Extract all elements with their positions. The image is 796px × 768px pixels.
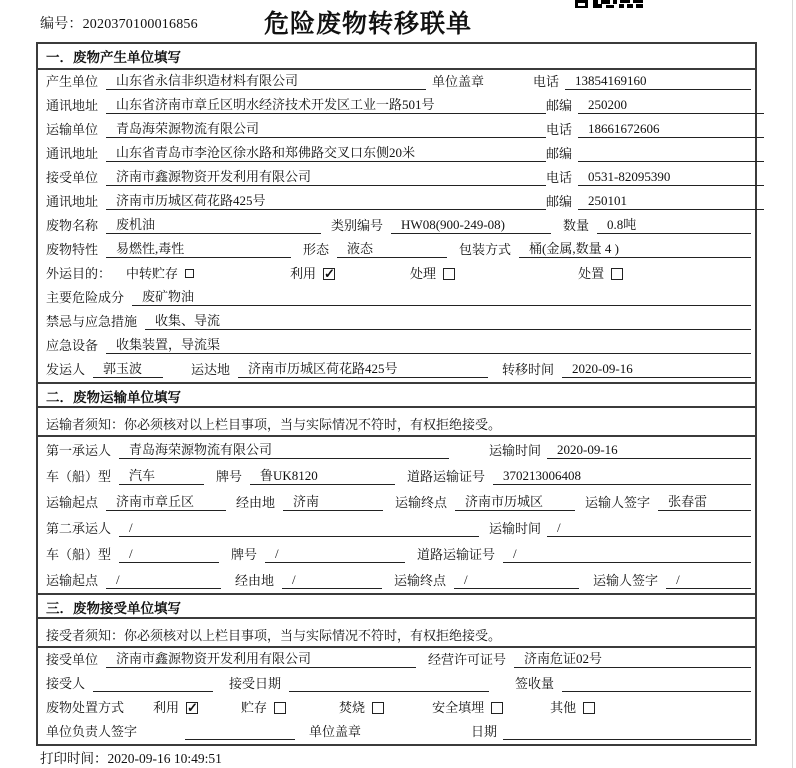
receiver-zip-value: 250101 bbox=[578, 193, 764, 210]
route-start-value: 济南市章丘区 bbox=[106, 494, 226, 511]
option-utilize bbox=[153, 700, 198, 716]
unit-seal-label: 单位盖章 bbox=[309, 724, 362, 739]
carrier-sign-value: 张春雷 bbox=[658, 494, 751, 511]
road-permit-2-value: / bbox=[503, 546, 751, 563]
receive-unit-value: 济南市鑫源物资开发利用有限公司 bbox=[106, 651, 416, 668]
vehicle-type-label: 车（船）型 bbox=[46, 469, 112, 484]
option-landfill bbox=[432, 700, 503, 716]
transporter-notice: 运输者须知：你必须核对以上栏目事项，当与实际情况不符时，有权拒绝接受。 bbox=[38, 408, 755, 437]
route-end-label: 运输终点 bbox=[395, 495, 448, 510]
row-emergency-equipment bbox=[38, 334, 755, 358]
address-label: 通讯地址 bbox=[46, 194, 99, 209]
responsible-signature-label: 单位负责人签字 bbox=[46, 724, 138, 739]
receiver-value: 济南市鑫源物资开发利用有限公司 bbox=[106, 169, 546, 186]
responsible-signature-value bbox=[185, 723, 295, 740]
section-producer bbox=[38, 44, 755, 382]
producer-value: 山东省永信非织造材料有限公司 bbox=[106, 73, 426, 90]
disposal-incinerate-label: 焚烧 bbox=[339, 700, 366, 715]
accept-date-value bbox=[289, 675, 489, 692]
row-sender bbox=[38, 358, 755, 382]
disposal-method-label: 废物处置方式 bbox=[46, 700, 125, 715]
option-treat bbox=[410, 266, 455, 282]
dispose-checkbox bbox=[611, 268, 623, 280]
form-label: 形态 bbox=[303, 242, 330, 257]
section-receive bbox=[38, 593, 755, 744]
serial-value: 2020370100016856 bbox=[82, 17, 198, 32]
row-receive-unit bbox=[38, 648, 755, 672]
row-producer-address bbox=[38, 94, 755, 118]
waste-name-value: 废机油 bbox=[106, 217, 321, 234]
license-value: 济南危证02号 bbox=[514, 651, 751, 668]
print-time-value: 2020-09-16 10:49:51 bbox=[107, 751, 222, 766]
row-vehicle-1 bbox=[38, 463, 755, 489]
option-treat-label: 处理 bbox=[410, 266, 437, 281]
emergency-equipment-label: 应急设备 bbox=[46, 338, 99, 353]
acceptor-value bbox=[93, 675, 213, 692]
packing-value: 桶(金属,数量 4 ) bbox=[519, 241, 751, 258]
emergency-equipment-value: 收集装置，导流渠 bbox=[106, 337, 751, 354]
print-time bbox=[40, 747, 222, 767]
date-label: 日期 bbox=[471, 724, 498, 739]
producer-address-value: 山东省济南市章丘区明水经济技术开发区工业一路501号 bbox=[106, 97, 546, 114]
row-receiver-address bbox=[38, 190, 755, 214]
signed-quantity-value bbox=[562, 675, 751, 692]
disposal-landfill-label: 安全填埋 bbox=[432, 700, 485, 715]
date-value bbox=[503, 723, 751, 740]
section-3-heading: 三．废物接受单位填写 bbox=[38, 593, 755, 619]
second-transport-time-value: / bbox=[547, 520, 751, 537]
hazard-component-value: 废矿物油 bbox=[132, 289, 751, 306]
transporter-value: 青岛海荣源物流有限公司 bbox=[106, 121, 546, 138]
transfer-time-value: 2020-09-16 bbox=[562, 361, 751, 378]
taboo-measures-label: 禁忌与应急措施 bbox=[46, 314, 138, 329]
road-permit-label: 道路运输证号 bbox=[407, 469, 486, 484]
producer-phone-value: 13854169160 bbox=[565, 73, 751, 90]
option-other bbox=[550, 700, 595, 716]
road-permit-value: 370213006408 bbox=[493, 468, 751, 485]
row-transporter-address bbox=[38, 142, 755, 166]
via-label: 经由地 bbox=[236, 495, 276, 510]
section-1-heading: 一．废物产生单位填写 bbox=[38, 44, 755, 70]
carrier-sign-label: 运输人签字 bbox=[585, 495, 651, 510]
transporter-phone-value: 18661672606 bbox=[578, 121, 764, 138]
print-time-label: 打印时间： bbox=[40, 751, 108, 766]
section-2-heading: 二．废物运输单位填写 bbox=[38, 382, 755, 408]
receiver-phone-value: 0531-82095390 bbox=[578, 169, 764, 186]
disposal-storage-label: 贮存 bbox=[241, 700, 268, 715]
option-storage bbox=[241, 700, 286, 716]
disposal-landfill-checkbox bbox=[491, 702, 503, 714]
disposal-utilize-label: 利用 bbox=[153, 700, 180, 715]
transfer-time-label: 转移时间 bbox=[502, 362, 555, 377]
transit-storage-checkbox bbox=[185, 269, 194, 278]
zip-label: 邮编 bbox=[546, 146, 573, 161]
vehicle-type-label: 车（船）型 bbox=[46, 547, 112, 562]
qr-code-icon bbox=[575, 0, 643, 9]
option-dispose-label: 处置 bbox=[578, 266, 605, 281]
transport-time-label: 运输时间 bbox=[489, 521, 542, 536]
row-transporter bbox=[38, 118, 755, 142]
first-carrier-value: 青岛海荣源物流有限公司 bbox=[119, 442, 449, 459]
vehicle-type-2-value: / bbox=[119, 546, 219, 563]
second-carrier-value: / bbox=[119, 520, 479, 537]
disposal-other-label: 其他 bbox=[550, 700, 577, 715]
page-edge-divider bbox=[792, 0, 793, 768]
route-start-label: 运输起点 bbox=[46, 495, 99, 510]
option-incinerate bbox=[339, 700, 384, 716]
utilize-checkbox bbox=[323, 268, 335, 280]
row-producer bbox=[38, 70, 755, 94]
row-transfer-purpose bbox=[38, 262, 755, 286]
road-permit-label: 道路运输证号 bbox=[417, 547, 496, 562]
sender-label: 发运人 bbox=[46, 362, 86, 377]
phone-label: 电话 bbox=[533, 74, 560, 89]
receiver-address-value: 济南市历城区荷花路425号 bbox=[106, 193, 546, 210]
serial-label: 编号： bbox=[40, 17, 83, 32]
treat-checkbox bbox=[443, 268, 455, 280]
packing-label: 包装方式 bbox=[459, 242, 512, 257]
carrier-sign-label: 运输人签字 bbox=[593, 573, 659, 588]
disposal-incinerate-checkbox bbox=[372, 702, 384, 714]
via-value: 济南 bbox=[283, 494, 383, 511]
row-vehicle-2 bbox=[38, 541, 755, 567]
via-label: 经由地 bbox=[235, 573, 275, 588]
route-end-label: 运输终点 bbox=[394, 573, 447, 588]
second-carrier-label: 第二承运人 bbox=[46, 521, 112, 536]
sender-value: 郭玉波 bbox=[93, 361, 163, 378]
zip-label: 邮编 bbox=[546, 194, 573, 209]
destination-label: 运达地 bbox=[191, 362, 231, 377]
license-label: 经营许可证号 bbox=[428, 652, 507, 667]
signed-quantity-label: 签收量 bbox=[515, 676, 555, 691]
row-waste-name bbox=[38, 214, 755, 238]
row-taboo-measures bbox=[38, 310, 755, 334]
hazard-component-label: 主要危险成分 bbox=[46, 290, 125, 305]
producer-zip-value: 250200 bbox=[578, 97, 764, 114]
transporter-address-value: 山东省青岛市李沧区徐水路和郑佛路交叉口东侧20米 bbox=[106, 145, 546, 162]
option-utilize-label: 利用 bbox=[290, 266, 317, 281]
receiver-notice: 接受者须知：你必须核对以上栏目事项，当与实际情况不符时，有权拒绝接受。 bbox=[38, 619, 755, 648]
waste-name-label: 废物名称 bbox=[46, 218, 99, 233]
seal-label: 单位盖章 bbox=[432, 74, 485, 89]
row-disposal-method bbox=[38, 696, 755, 720]
quantity-value: 0.8吨 bbox=[597, 217, 751, 234]
receiver-label: 接受单位 bbox=[46, 170, 99, 185]
row-waste-property bbox=[38, 238, 755, 262]
row-hazard-component bbox=[38, 286, 755, 310]
phone-label: 电话 bbox=[546, 122, 573, 137]
transporter-zip-value bbox=[578, 145, 764, 162]
category-code-value: HW08(900-249-08) bbox=[391, 217, 551, 234]
address-label: 通讯地址 bbox=[46, 98, 99, 113]
disposal-other-checkbox bbox=[583, 702, 595, 714]
address-label: 通讯地址 bbox=[46, 146, 99, 161]
page-title: 危险废物转移联单 bbox=[263, 11, 472, 38]
vehicle-type-value: 汽车 bbox=[119, 468, 204, 485]
transporter-label: 运输单位 bbox=[46, 122, 99, 137]
row-first-carrier bbox=[38, 437, 755, 463]
transport-time-label: 运输时间 bbox=[489, 443, 542, 458]
route-start-label: 运输起点 bbox=[46, 573, 99, 588]
row-responsible-signature bbox=[38, 720, 755, 744]
route-end-2-value: / bbox=[454, 572, 579, 589]
plate-label: 牌号 bbox=[216, 469, 243, 484]
first-carrier-label: 第一承运人 bbox=[46, 443, 112, 458]
waste-property-label: 废物特性 bbox=[46, 242, 99, 257]
row-receiver bbox=[38, 166, 755, 190]
purpose-label: 外运目的： bbox=[46, 266, 112, 281]
disposal-storage-checkbox bbox=[274, 702, 286, 714]
section-transport bbox=[38, 382, 755, 593]
accept-date-label: 接受日期 bbox=[229, 676, 282, 691]
quantity-label: 数量 bbox=[563, 218, 590, 233]
producer-label: 产生单位 bbox=[46, 74, 99, 89]
transfer-form-table bbox=[36, 42, 757, 746]
row-acceptor bbox=[38, 672, 755, 696]
row-route-1 bbox=[38, 489, 755, 515]
category-code-label: 类别编号 bbox=[331, 218, 384, 233]
document-header bbox=[0, 0, 796, 42]
acceptor-label: 接受人 bbox=[46, 676, 86, 691]
first-transport-time-value: 2020-09-16 bbox=[547, 442, 751, 459]
row-route-2 bbox=[38, 567, 755, 593]
disposal-utilize-checkbox bbox=[186, 702, 198, 714]
route-start-2-value: / bbox=[106, 572, 221, 589]
zip-label: 邮编 bbox=[546, 98, 573, 113]
destination-value: 济南市历城区荷花路425号 bbox=[238, 361, 488, 378]
option-dispose bbox=[578, 266, 623, 282]
via-2-value: / bbox=[282, 572, 382, 589]
row-second-carrier bbox=[38, 515, 755, 541]
phone-label: 电话 bbox=[546, 170, 573, 185]
carrier-sign-2-value: / bbox=[666, 572, 751, 589]
plate-2-value: / bbox=[265, 546, 405, 563]
receive-unit-label: 接受单位 bbox=[46, 652, 99, 667]
taboo-measures-value: 收集、导流 bbox=[145, 313, 751, 330]
form-value: 液态 bbox=[337, 241, 447, 258]
waste-property-value: 易燃性,毒性 bbox=[106, 241, 291, 258]
plate-label: 牌号 bbox=[231, 547, 258, 562]
option-utilize bbox=[290, 266, 335, 282]
route-end-value: 济南市历城区 bbox=[455, 494, 575, 511]
option-transit-storage-label: 中转贮存 bbox=[126, 266, 179, 281]
option-transit-storage bbox=[126, 266, 194, 282]
plate-value: 鲁UK8120 bbox=[250, 468, 395, 485]
